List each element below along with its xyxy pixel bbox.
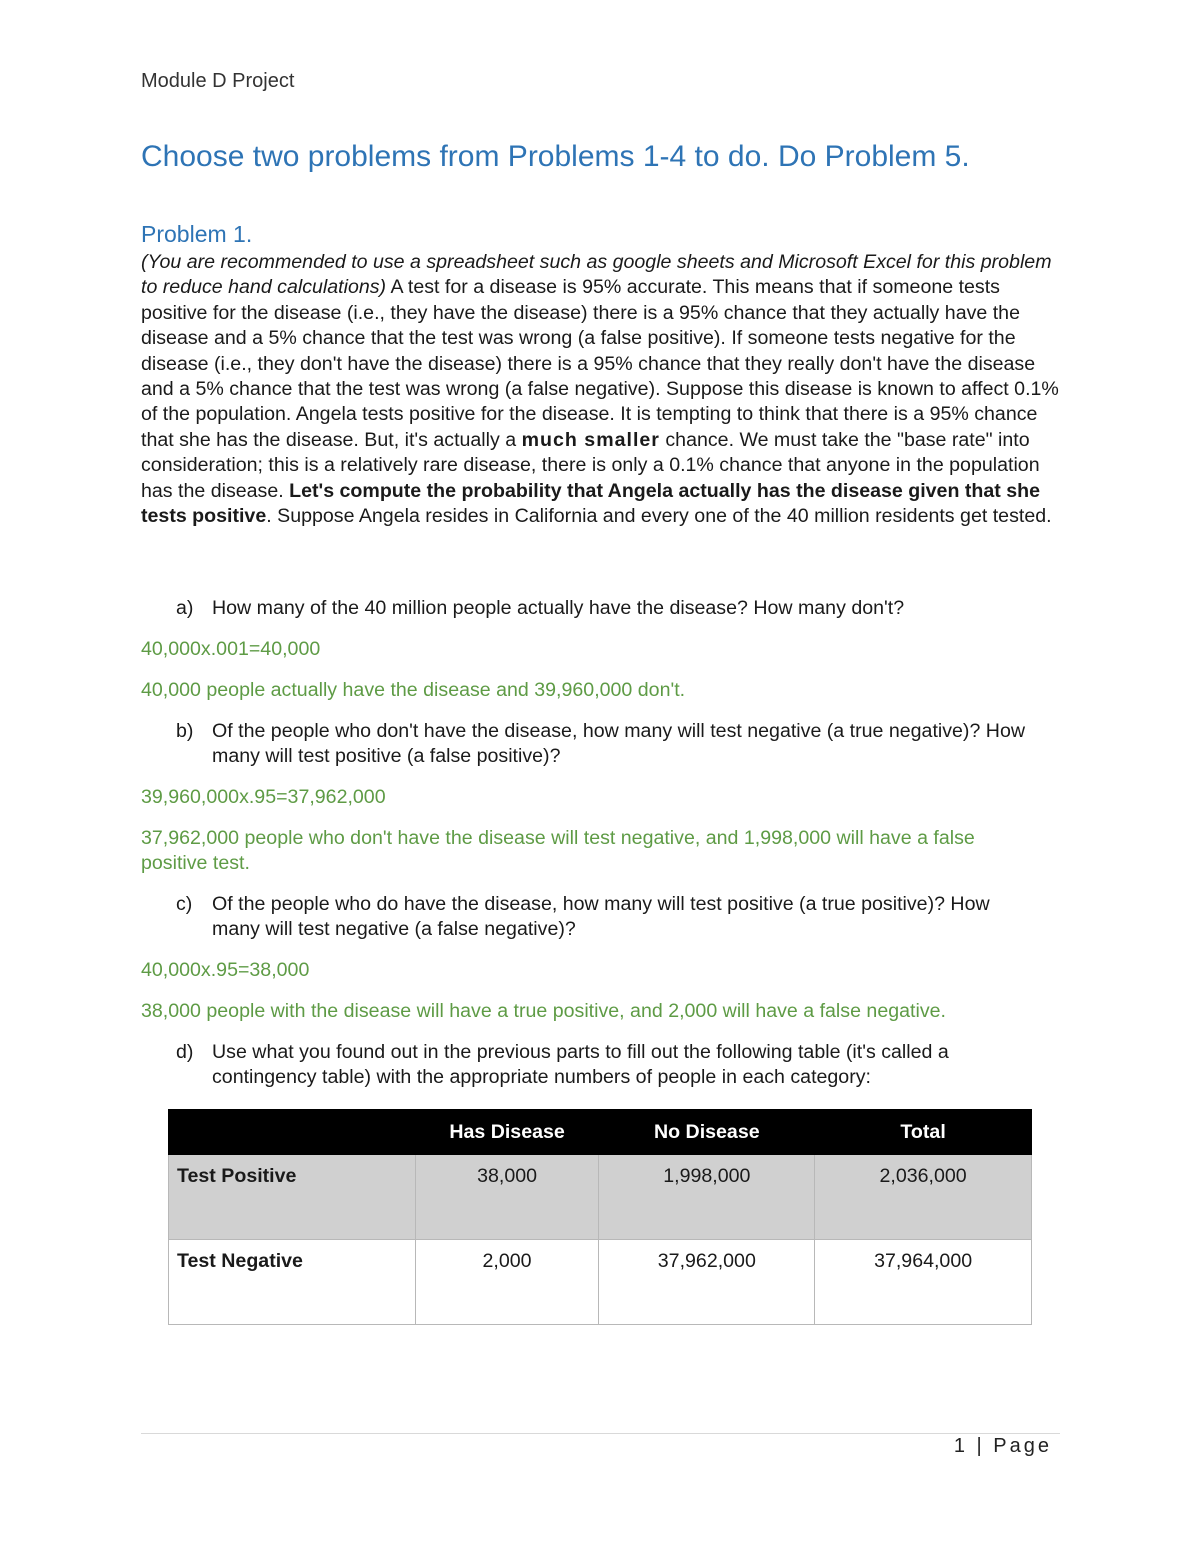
question-label: d) bbox=[176, 1041, 194, 1063]
contingency-table bbox=[168, 1109, 1032, 1325]
table-row-test-positive bbox=[169, 1155, 1032, 1240]
table-header-has-disease: Has Disease bbox=[415, 1110, 599, 1155]
question-a-block bbox=[141, 596, 1066, 621]
table-header-corner bbox=[169, 1110, 416, 1155]
question-a bbox=[141, 596, 1067, 621]
table-cell: 2,000 bbox=[415, 1240, 599, 1325]
question-c bbox=[141, 892, 1032, 943]
table-header-total: Total bbox=[815, 1110, 1032, 1155]
answer-line: 39,960,000x.95=37,962,000 bbox=[141, 786, 386, 808]
intro-bold-1: much smaller bbox=[521, 428, 660, 451]
answer-b-1 bbox=[141, 785, 1066, 810]
row-label: Test Positive bbox=[169, 1155, 416, 1240]
table-header-no-disease: No Disease bbox=[599, 1110, 815, 1155]
answer-line: 38,000 people with the disease will have a true positive, and 2,000 will have a false negative. bbox=[141, 1000, 946, 1022]
problem-intro-paragraph bbox=[141, 250, 1066, 529]
problem-statement bbox=[141, 250, 1066, 529]
page-header: Module D Project bbox=[141, 70, 295, 92]
question-text: Use what you found out in the previous parts to fill out the following table (it's called a contingency table) with the appropriate numbers of people in each category: bbox=[212, 1041, 949, 1089]
answer-line: 37,962,000 people who don't have the disease will test negative, and 1,998,000 will have a false positive test. bbox=[141, 827, 975, 875]
question-label: b) bbox=[176, 720, 194, 742]
question-text: Of the people who do have the disease, how many will test positive (a true positive)? How many will test negative (a false negative)? bbox=[212, 893, 990, 941]
question-label: a) bbox=[176, 597, 194, 619]
question-b bbox=[141, 719, 1067, 770]
question-c-block bbox=[141, 892, 1066, 943]
question-text: How many of the 40 million people actually have the disease? How many don't? bbox=[212, 597, 905, 619]
intro-text-2: chance. We must take the "base rate" into consideration; this is a relatively rare disease, there is only a 0.1% chance that anyone in the population has the disease. bbox=[141, 428, 1040, 502]
table-cell: 1,998,000 bbox=[599, 1155, 815, 1240]
question-b-block bbox=[141, 719, 1066, 770]
intro-text-3: . Suppose Angela resides in California and every one of the 40 million residents get tested. bbox=[266, 505, 1052, 528]
answer-a-2 bbox=[141, 678, 1066, 703]
table-row-test-negative bbox=[169, 1240, 1032, 1325]
question-d-block bbox=[141, 1040, 1066, 1091]
answer-line: 40,000x.001=40,000 bbox=[141, 638, 321, 660]
page-number: 1 | Page bbox=[953, 1435, 1052, 1457]
row-label: Test Negative bbox=[169, 1240, 416, 1325]
table-cell: 2,036,000 bbox=[815, 1155, 1032, 1240]
answer-a-1 bbox=[141, 637, 1066, 662]
intro-text-1: A test for a disease is 95% accurate. This means that if someone tests positive for the disease (i.e., they have the disease) there is a 95% chance that they actually have the disease and a 5% chance that the test was wrong (a false positive). If someone tests negative for the disease (i.e., they don't have the disease) there is a 95% chance that they really don't have the disease and a 5% chance that the test was wrong (a false negative). Suppose this disease is known to affect 0.1% of the population. Angela tests positive for the disease. It is tempting to think that there is a 95% chance that she has the disease. But, it's actually a bbox=[141, 276, 1059, 451]
answer-line: 40,000x.95=38,000 bbox=[141, 959, 310, 981]
table-header-row bbox=[169, 1110, 1032, 1155]
answer-c-2 bbox=[141, 999, 1066, 1024]
intro-bold-2: Let's compute the probability that Angela actually has the disease given that she tests positive bbox=[141, 479, 1040, 528]
question-label: c) bbox=[176, 893, 193, 915]
answer-line: 40,000 people actually have the disease and 39,960,000 don't. bbox=[141, 679, 686, 701]
table-cell: 37,964,000 bbox=[815, 1240, 1032, 1325]
answer-c-1 bbox=[141, 958, 1066, 983]
problem-heading: Problem 1. bbox=[141, 221, 253, 247]
answer-b-2 bbox=[141, 826, 1066, 877]
footer-divider bbox=[141, 1433, 1060, 1434]
page-title: Choose two problems from Problems 1-4 to do. Do Problem 5. bbox=[141, 140, 970, 173]
table-cell: 37,962,000 bbox=[599, 1240, 815, 1325]
question-d bbox=[141, 1040, 1042, 1091]
table-cell: 38,000 bbox=[415, 1155, 599, 1240]
question-text: Of the people who don't have the disease, how many will test negative (a true negative)? How many will test positive (a false positive)? bbox=[212, 720, 1025, 768]
intro-italic-note: (You are recommended to use a spreadsheet such as google sheets and Microsoft Excel for this problem to reduce hand calculations) bbox=[141, 251, 1052, 299]
